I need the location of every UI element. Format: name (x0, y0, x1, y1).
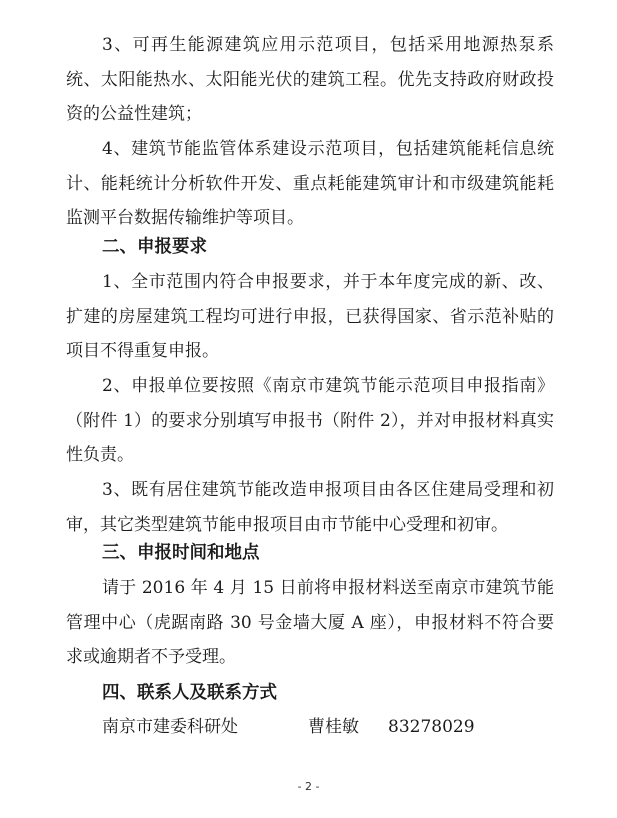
paragraph-requirement-2: 2、申报单位要按照《南京市建筑节能示范项目申报指南》（附件 1）的要求分别填写申报书（附件 2），并对申报材料真实性负责。 (66, 376, 554, 465)
heading-section-4: 四、联系人及联系方式 (102, 683, 277, 703)
paragraph-item-4: 4、建筑节能监管体系建设示范项目，包括建筑能耗信息统计、能耗统计分析软件开发、重点耗能建筑审计和市级建筑能耗监测平台数据传输维护等项目。 (66, 139, 554, 228)
page-number: - 2 - (297, 780, 320, 793)
paragraph-requirement-3: 3、既有居住建筑节能改造申报项目由各区住建局受理和初审，其它类型建筑节能申报项目由市节能中心受理和初审。 (66, 480, 554, 535)
contact-phone: 83278029 (388, 717, 475, 737)
paragraph-requirement-1: 1、全市范围内符合申报要求，并于本年度完成的新、改、扩建的房屋建筑工程均可进行申报，已获得国家、省示范补贴的项目不得重复申报。 (66, 272, 554, 361)
heading-section-2: 二、申报要求 (102, 237, 207, 257)
contact-person: 曹桂敏 (308, 717, 359, 737)
paragraph-time-place: 请于 2016 年 4 月 15 日前将申报材料送至南京市建筑节能管理中心（虎踞南路 30 号金墙大厦 A 座），申报材料不符合要求或逾期者不予受理。 (66, 578, 554, 667)
heading-section-3: 三、申报时间和地点 (102, 543, 260, 563)
paragraph-item-3: 3、可再生能源建筑应用示范项目，包括采用地源热泵系统、太阳能热水、太阳能光伏的建筑工程。优先支持政府财政投资的公益性建筑； (66, 35, 554, 124)
contact-organization: 南京市建委科研处 (102, 717, 238, 737)
